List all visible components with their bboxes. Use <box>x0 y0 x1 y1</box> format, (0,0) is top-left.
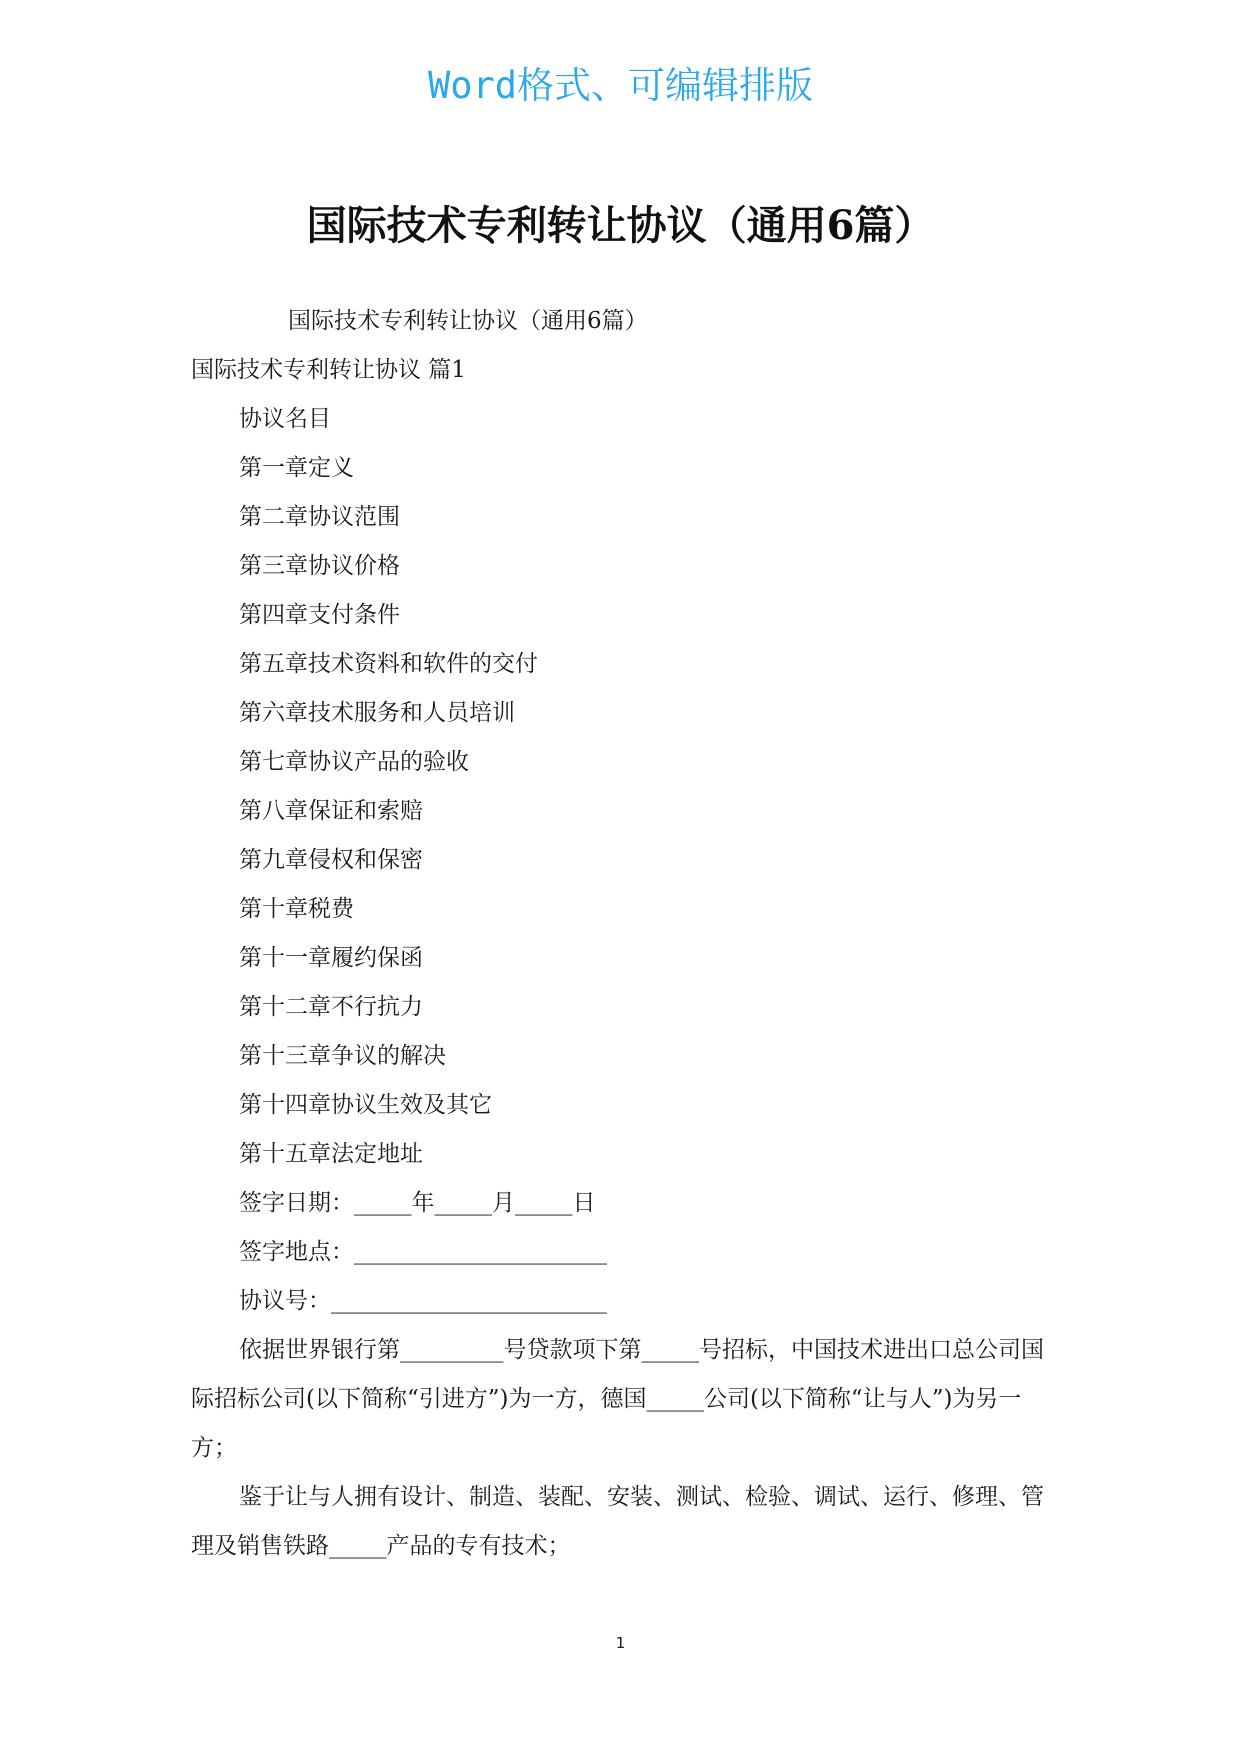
watermark-banner: Word格式、可编辑排版 <box>427 64 814 107</box>
toc-item: 第十章税费 <box>239 896 354 922</box>
toc-item: 第五章技术资料和软件的交付 <box>239 651 538 677</box>
toc-item: 第四章支付条件 <box>239 602 400 628</box>
document-title: 国际技术专利转让协议（通用6篇） <box>306 202 935 249</box>
toc-item: 第十二章不行抗力 <box>239 994 423 1020</box>
section-heading: 国际技术专利转让协议 篇1 <box>191 357 466 383</box>
toc-item: 第八章保证和索赔 <box>239 798 423 824</box>
toc-item: 第十四章协议生效及其它 <box>239 1092 492 1118</box>
sign-place-field: 签字地点：______________________ <box>239 1239 607 1265</box>
toc-item: 第三章协议价格 <box>239 553 400 579</box>
toc-item: 第二章协议范围 <box>239 504 400 530</box>
toc-item: 第十一章履约保函 <box>239 945 423 971</box>
toc-item: 第九章侵权和保密 <box>239 847 423 873</box>
toc-item: 第十五章法定地址 <box>239 1141 423 1167</box>
document-body <box>191 297 1053 1571</box>
toc-item: 第一章定义 <box>239 455 354 481</box>
body-paragraph: 鉴于让与人拥有设计、制造、装配、安装、测试、检验、调试、运行、修理、管理及销售铁路_____产品的专有技术； <box>191 1484 1044 1559</box>
body-paragraph: 依据世界银行第_________号贷款项下第_____号招标，中国技术进出口总公司国际招标公司(以下简称“引进方”)为一方，德国_____公司(以下简称“让与人”)为另一方； <box>191 1337 1044 1461</box>
toc-item: 第七章协议产品的验收 <box>239 749 469 775</box>
page-number: 1 <box>615 1634 626 1652</box>
toc-item: 第六章技术服务和人员培训 <box>239 700 515 726</box>
agreement-number-field: 协议号：________________________ <box>239 1288 607 1314</box>
toc-item: 第十三章争议的解决 <box>239 1043 446 1069</box>
sign-date-field: 签字日期：_____年_____月_____日 <box>239 1190 596 1216</box>
document-subtitle: 国际技术专利转让协议（通用6篇） <box>288 308 648 334</box>
toc-item: 协议名目 <box>239 406 331 432</box>
